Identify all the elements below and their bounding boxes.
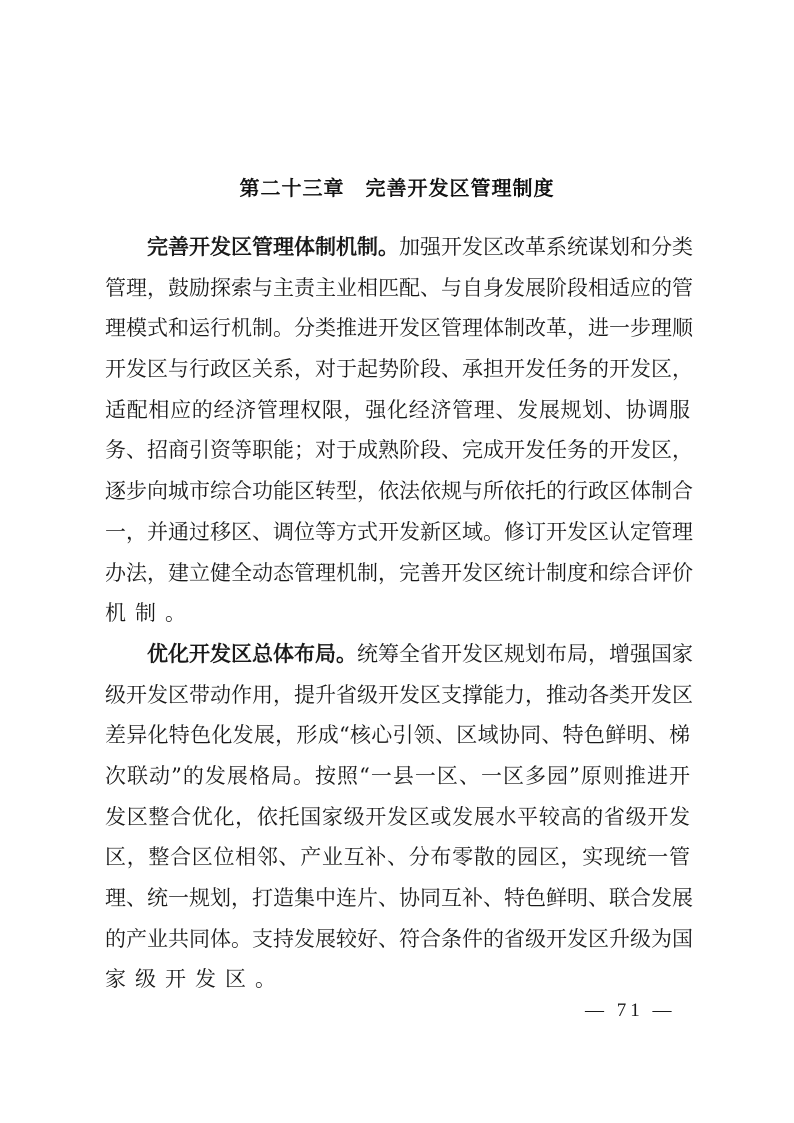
paragraph-line: 务、招商引资等职能；对于成熟阶段、完成开发任务的开发区，: [105, 438, 693, 463]
document-body: [105, 227, 693, 1000]
paragraph-line: 级开发区带动作用，提升省级开发区支撑能力，推动各类开发区: [105, 682, 693, 707]
paragraph-line: [105, 634, 693, 675]
paragraph-line: 逐步向城市综合功能区转型，依法依规与所依托的行政区体制合: [105, 479, 693, 504]
paragraph-line: 开发区与行政区关系，对于起势阶段、承担开发任务的开发区，: [105, 357, 693, 382]
paragraph-line: 差异化特色化发展，形成“核心引领、区域协同、特色鲜明、梯: [105, 723, 690, 748]
paragraph-lead: 优化开发区总体布局。: [147, 640, 357, 666]
paragraph-line: 理模式和运行机制。分类推进开发区管理体制改革，进一步理顺: [105, 316, 693, 341]
paragraph-line: 家级开发区。: [105, 967, 285, 992]
paragraph-line: 次联动”的发展格局。按照“一县一区、一区多园”原则推进开: [105, 763, 690, 788]
paragraph-line: 适配相应的经济管理权限，强化经济管理、发展规划、协调服: [105, 397, 690, 422]
line-text: 加强开发区改革系统谋划和分类: [399, 235, 693, 259]
paragraph-line: [105, 227, 693, 268]
paragraph-1: [105, 227, 693, 634]
paragraph-line: 理、统一规划，打造集中连片、协同互补、特色鲜明、联合发展: [105, 886, 693, 910]
paragraph-2: [105, 634, 693, 1000]
paragraph-lead: 完善开发区管理体制机制。: [147, 234, 399, 259]
paragraph-line: 的产业共同体。支持发展较好、符合条件的省级开发区升级为国: [105, 926, 693, 951]
paragraph-line: 办法，建立健全动态管理机制，完善开发区统计制度和综合评价: [105, 560, 693, 585]
line-text: 统筹全省开发区规划布局，增强国家: [357, 641, 693, 666]
paragraph-line: 区，整合区位相邻、产业互补、分布零散的园区，实现统一管: [105, 845, 690, 870]
paragraph-line: 一，并通过移区、调位等方式开发新区域。修订开发区认定管理: [105, 519, 693, 544]
paragraph-line: 管理，鼓励探索与主责主业相匹配、与自身发展阶段相适应的管: [105, 275, 693, 300]
page-number: — 71 —: [585, 1000, 676, 1021]
chapter-title: 第二十三章 完善开发区管理制度: [239, 176, 555, 200]
paragraph-line: 发区整合优化，依托国家级开发区或发展水平较高的省级开发: [105, 804, 690, 829]
paragraph-line: 机制。: [105, 601, 195, 626]
